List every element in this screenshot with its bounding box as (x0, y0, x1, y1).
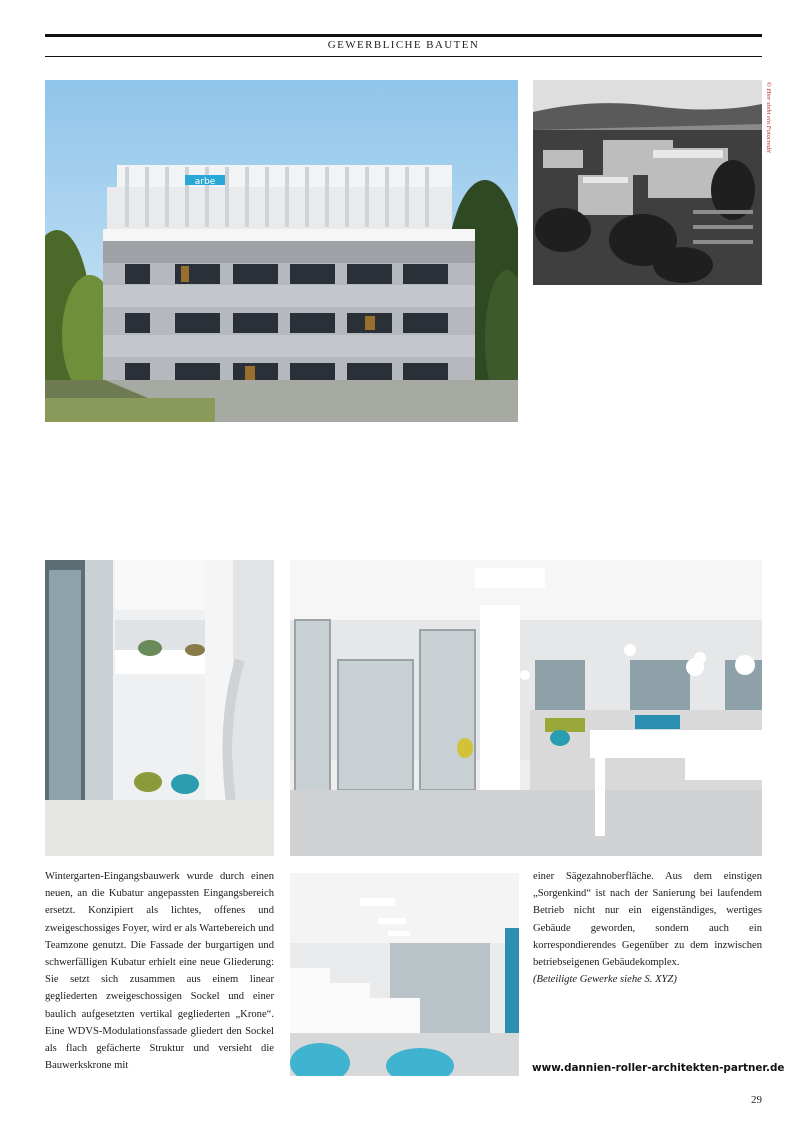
header-rule-top (45, 34, 762, 37)
section-title: GEWERBLICHE BAUTEN (327, 39, 480, 51)
architect-website-link[interactable]: www.dannien-roller-architekten-partner.de (532, 1062, 785, 1074)
photo-credit: © Hier steht ein Fotocredit (765, 82, 772, 153)
photo-stair-seating (290, 873, 519, 1076)
article-column-1 (45, 868, 274, 1074)
page-number: 29 (751, 1094, 762, 1106)
header-rule-bottom (45, 56, 762, 57)
article-paragraph-1: Wintergarten-Eingangsbauwerk wurde durch einen neuen, an die Kubatur angepassten Eingangsbereich ersetzt. Konzipiert als lichtes, offenes und zweigeschossiges Foyer, wird er als Wartebereich und Teamzone genutzt. Die Fassade der burgartigen und schwerfälligen Kubatur erhielt eine neue Gliederung: Sie setzt sich zusammen aus einem linear gegliederten zweigeschossigen Sockel und einer baulich aufgesetzten vertikal gegliederten „Krone“. Eine WDVS-Modulationsfassade gliedert den Sockel als flach gefächerte Struktur und versieht die Bauwerkskrone mit (45, 871, 274, 1072)
photo-building-facade (45, 80, 518, 422)
article-paragraph-2: einer Sägezahnoberfläche. Aus dem einstigen „Sorgenkind“ ist nach der Sanierung bei laufendem Betrieb nicht nur ein eigenständiges, wertiges Gebäude geworden, sondern auch ein korrespondierendes Gegenüber zu dem inzwischen betriebseigenen Gebäudekomplex. (533, 871, 762, 969)
photo-aerial-view (533, 80, 762, 285)
photo-foyer-interior (45, 560, 274, 856)
article-column-2 (533, 868, 762, 988)
article-note: (Beteiligte Gewerke siehe S. XYZ) (533, 974, 677, 986)
facade-sign-text: arbe (194, 177, 216, 187)
photo-open-office (290, 560, 762, 856)
